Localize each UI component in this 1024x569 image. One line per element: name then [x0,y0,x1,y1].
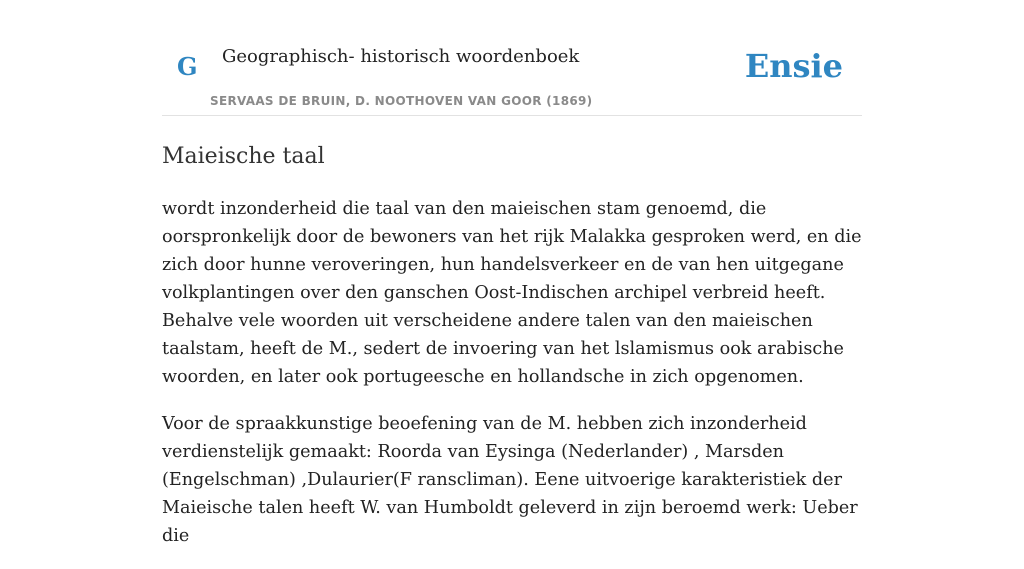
entry-paragraph: Voor de spraakkunstige beoefening van de M. hebben zich inzonderheid verdienstelijk gemaakt: Roorda van Eysinga (Nederlander) , Marsden (Engelschman) ,Dulaurier(F ranscliman). Eene uitvoerige karakteristiek der Maieische talen heeft W. van Humboldt geleverd in zijn beroemd werk: Ueber die [162,414,858,546]
ensie-logo-link[interactable]: Ensie [744,47,843,85]
entry-paragraph: wordt inzonderheid die taal van den maieischen stam genoemd, die oorspronkelijk door de bewoners van het rijk Malakka gesproken werd, en die zich door hunne veroveringen, hun handelsverkeer en de van hen uitgegane volkplantingen over den ganschen Oost-Indischen archipel verbreid heeft. Behalve vele woorden uit verscheidene andere talen van den maieischen taalstam, heeft de M., sedert de invoering van het lslamismus ook arabische woorden, en later ook portugeesche en hollandsche in zich opgenomen. [162,199,862,387]
entry-title: Maieische taal [162,144,325,169]
book-title[interactable]: Geographisch- historisch woordenboek [222,46,580,67]
book-letter-icon[interactable]: G [177,52,198,81]
book-authors: SERVAAS DE BRUIN, D. NOOTHOVEN VAN GOOR (1869) [210,94,593,108]
book-header [162,0,862,116]
content-column [162,0,862,569]
entry-body [162,195,862,550]
